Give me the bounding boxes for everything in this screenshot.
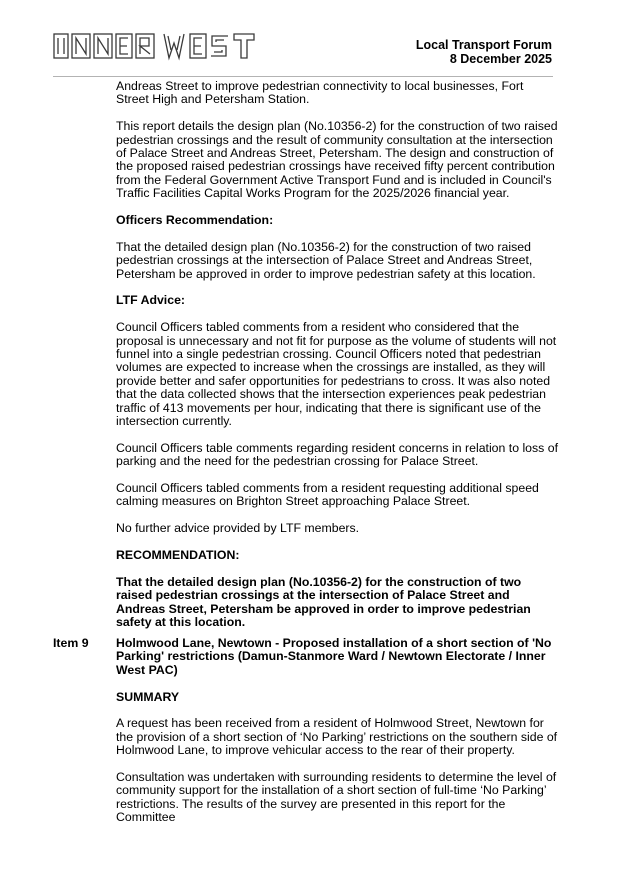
paragraph-continuation: Andreas Street to improve pedestrian connectivity to local businesses, Fort Street High and Petersham Station. — [116, 79, 524, 107]
forum-title: Local Transport Forum — [415, 38, 552, 52]
header-divider — [53, 76, 553, 77]
summary-heading: SUMMARY — [116, 689, 180, 704]
officers-recommendation-heading: Officers Recommendation: — [116, 213, 274, 228]
ltf-advice-paragraph: Council Officers table comments regarding resident concerns in relation to loss of parking and the need for the pedestrian crossing for Palace Street. — [116, 440, 558, 469]
summary-paragraph: Consultation was undertaken with surrounding residents to determine the level of community support for the installation of a short section of full-time ‘No Parking’ restrictions. The results of the survey are presented in this report for the Committee — [116, 770, 557, 825]
recommendation-heading: RECOMMENDATION: — [116, 548, 240, 563]
meeting-date: 8 December 2025 — [449, 52, 552, 66]
report-body — [116, 80, 558, 643]
item-title: Holmwood Lane, Newtown - Proposed installation of a short section of 'No Parking' restrictions (Damun-Stanmore Ward / Newtown Electorate / Inner West PAC) — [116, 636, 552, 677]
paragraph-design-plan: This report details the design plan (No.10356-2) for the construction of two raised pedestrian crossings and the result of community consultation at the intersection of Palace Street and Andreas Street, Petersham. The design and construction of the proposed raised pedestrian crossings have received fifty percent contribution from the Federal Government Active Transport Fund and is included in Council's Traffic Facilities Capital Works Program for the 2025/2026 financial year. — [116, 119, 558, 201]
header-meta — [416, 38, 552, 66]
inner-west-logo — [53, 31, 257, 61]
ltf-advice-heading: LTF Advice: — [116, 293, 186, 308]
item-body — [116, 637, 558, 838]
item-label: Item 9 — [53, 636, 89, 650]
recommendation-text: That the detailed design plan (No.10356-2) for the construction of two raised pedestrian crossings at the intersection of Palace Street and Andreas Street, Petersham be approved in order to improve pedestrian safety at this location. — [116, 574, 531, 630]
summary-paragraph: A request has been received from a resident of Holmwood Street, Newtown for the provision of a short section of ‘No Parking’ restrictions on the southern side of Holmwood Lane, to improve vehicular access to the rear of their property. — [116, 716, 558, 758]
ltf-advice-paragraph: No further advice provided by LTF members. — [116, 521, 360, 536]
officers-recommendation-text: That the detailed design plan (No.10356-2) for the construction of two raised pedestrian crossings at the intersection of Palace Street and Andreas Street, Petersham be approved in order to improve pedestrian safety at this location. — [116, 239, 536, 281]
ltf-advice-paragraph: Council Officers tabled comments from a resident who considered that the proposal is unnecessary and not fit for purpose as the volume of students will not funnel into a single pedestrian crossing. Council Officers noted that pedestrian volumes are expected to increase when the crossings are installed, as they will provide better and safer opportunities for pedestrians to cross. It was also noted that the data collected shows that the intersection experiences peak pedestrian traffic of 413 movements per hour, indicating that there is significant use of the intersection currently. — [116, 320, 557, 429]
ltf-advice-paragraph: Council Officers tabled comments from a resident requesting additional speed calming measures on Brighton Street approaching Palace Street. — [116, 481, 539, 509]
